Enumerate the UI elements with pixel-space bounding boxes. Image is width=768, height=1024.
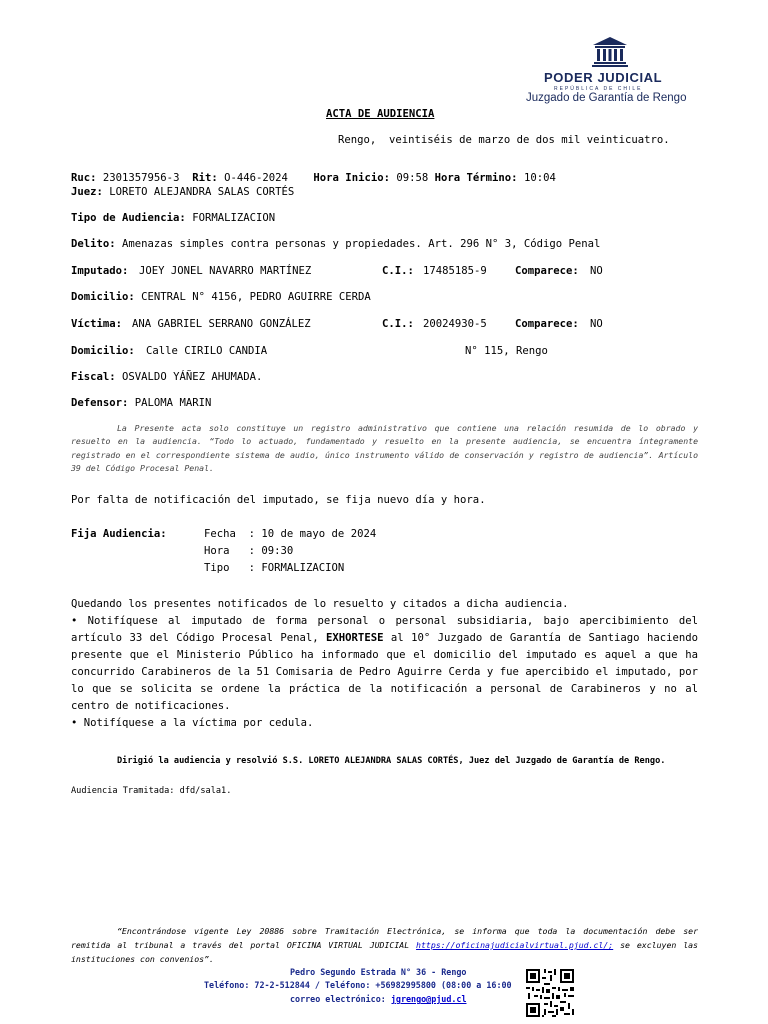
tramitada-text: Audiencia Tramitada: dfd/sala1.: [71, 786, 232, 796]
defensor-line: [71, 397, 211, 409]
resolution-paragraph: [71, 596, 698, 732]
victima-domicilio-number: N° 115, Rengo: [465, 345, 548, 357]
victima-value: ANA GABRIEL SERRANO GONZÁLEZ: [132, 318, 311, 330]
juez-value: LORETO ALEJANDRA SALAS CORTÉS: [109, 186, 295, 198]
hora-inicio-value: 09:58: [396, 172, 429, 184]
logo-court-name: Juzgado de Garantía de Rengo: [526, 92, 687, 104]
defensor-value: PALOMA MARIN: [134, 397, 212, 409]
defensor-label: Defensor:: [71, 397, 129, 409]
imputado-label: Imputado:: [71, 265, 129, 277]
juez-line: [71, 186, 294, 198]
ruc-line: [71, 160, 556, 184]
bullet-notificacion-victima: • Notifíquese a la víctima por cedula.: [71, 717, 314, 729]
document-title: ACTA DE AUDIENCIA: [326, 108, 435, 120]
domicilio-label: Domicilio:: [71, 291, 135, 303]
dirigio-text: Dirigió la audiencia y resolvió S.S. LORETO ALEJANDRA SALAS CORTÉS, Juez del Juzgado de Garantía de Rengo.: [117, 756, 666, 766]
logo-title: PODER JUDICIAL: [544, 70, 663, 85]
ley-text-a: “Encontrándose vigente Ley 20886 sobre Tramitación Electrónica, se informa que toda la documentación debe ser remitida al tribunal a través del portal OFICINA VIRTUAL JUDICIAL: [71, 926, 698, 950]
rit-value: O-446-2024: [224, 172, 288, 184]
ruc-value: 2301357956-3: [102, 172, 180, 184]
tipo-line: [71, 212, 275, 224]
footer-address: Pedro Segundo Estrada N° 36 - Rengo: [290, 967, 467, 977]
imputado-ci-label: C.I.:: [382, 265, 414, 277]
victima-domicilio-value: Calle CIRILO CANDIA: [146, 345, 268, 357]
ojv-link[interactable]: https://oficinajudicialvirtual.pjud.cl/;: [416, 940, 614, 950]
victima-domicilio-label: Domicilio:: [71, 345, 135, 357]
hora-inicio-label: Hora Inicio:: [313, 172, 390, 184]
exhortese-text: EXHORTESE: [326, 632, 384, 644]
fija-fecha: Fecha : 10 de mayo de 2024: [204, 528, 377, 540]
courthouse-icon: [590, 36, 630, 68]
fiscal-label: Fiscal:: [71, 371, 116, 383]
imputado-domicilio-value: CENTRAL N° 4156, PEDRO AGUIRRE CERDA: [141, 291, 371, 303]
victima-comparece-label: Comparece:: [515, 318, 579, 330]
tipo-label: Tipo de Audiencia:: [71, 212, 186, 224]
fija-hora: Hora : 09:30: [204, 545, 294, 557]
fija-audiencia-label: Fija Audiencia:: [71, 528, 167, 540]
footer-phone: Teléfono: 72-2-512844 / Teléfono: +56982995800 (08:00 a 16:00: [204, 980, 512, 990]
logo-subtitle: REPÚBLICA DE CHILE: [554, 86, 643, 92]
ley-text-b: se excluyen las instituciones con convenios”.: [71, 940, 698, 964]
delito-label: Delito:: [71, 238, 116, 250]
victima-label: Víctima:: [71, 318, 123, 330]
court-logo: [520, 32, 700, 108]
falta-text: Por falta de notificación del imputado, se fija nuevo día y hora.: [71, 494, 486, 506]
victima-comparece-value: NO: [590, 318, 603, 330]
bullet1-text-b: al 10° Juzgado de Garantía de Santiago haciendo presente que el Ministerio Público ha informado que el domicilio del imputado es aquel a que ha concurrido Carabineros de la 51 Comisaria de Pedro Aguirre Cerda y fue apercibido el imputado, por lo que se solicita se ordene la práctica de la notificación a personal de Carabineros y no al centro de notificaciones.: [71, 632, 698, 712]
hora-termino-value: 10:04: [523, 172, 556, 184]
delito-line: [71, 238, 600, 250]
imputado-value: JOEY JONEL NAVARRO MARTÍNEZ: [139, 265, 312, 277]
quedando-text: Quedando los presentes notificados de lo resuelto y citados a dicha audiencia.: [71, 598, 569, 610]
delito-value: Amenazas simples contra personas y propiedades. Art. 296 N° 3, Código Penal: [122, 238, 601, 250]
hora-termino-label: Hora Término:: [434, 172, 518, 184]
ley-notice: [71, 924, 698, 966]
footer-email-line: [290, 994, 467, 1004]
ruc-label: Ruc:: [71, 172, 97, 184]
fiscal-value: OSVALDO YÁÑEZ AHUMADA.: [122, 371, 263, 383]
fija-tipo: Tipo : FORMALIZACION: [204, 562, 345, 574]
bullet1-text-a: • Notifíquese al imputado de forma personal o personal subsidiaria, bajo apercibimiento del artículo 33 del Código Procesal Penal,: [71, 615, 698, 644]
bullet-notificacion-imputado: [71, 613, 698, 715]
place-date: Rengo, veintiséis de marzo de dos mil veinticuatro.: [338, 134, 670, 146]
juez-label: Juez:: [71, 186, 103, 198]
footer-email-link[interactable]: jgrengo@pjud.cl: [390, 994, 467, 1004]
imputado-ci-value: 17485185-9: [423, 265, 487, 277]
fiscal-line: [71, 371, 262, 383]
qr-code-icon: [524, 967, 576, 1019]
victima-ci-label: C.I.:: [382, 318, 414, 330]
imputado-comparece-label: Comparece:: [515, 265, 579, 277]
footer-email-label: correo electrónico:: [290, 994, 386, 1004]
legal-note: La Presente acta solo constituye un registro administrativo que contiene una relación resumida de lo obrado y resuelto en la audiencia. “Todo lo actuado, fundamentado y resuelto en la presente audiencia, se encuentra íntegramente registrado en el correspondiente sistema de audio, único instrumento válido de conservación y registro de audiencia”. Artículo 39 del Código Procesal Penal.: [71, 423, 698, 473]
rit-label: Rit:: [192, 172, 218, 184]
imputado-domicilio-line: [71, 291, 371, 303]
tipo-value: FORMALIZACION: [192, 212, 276, 224]
victima-ci-value: 20024930-5: [423, 318, 487, 330]
imputado-comparece-value: NO: [590, 265, 603, 277]
